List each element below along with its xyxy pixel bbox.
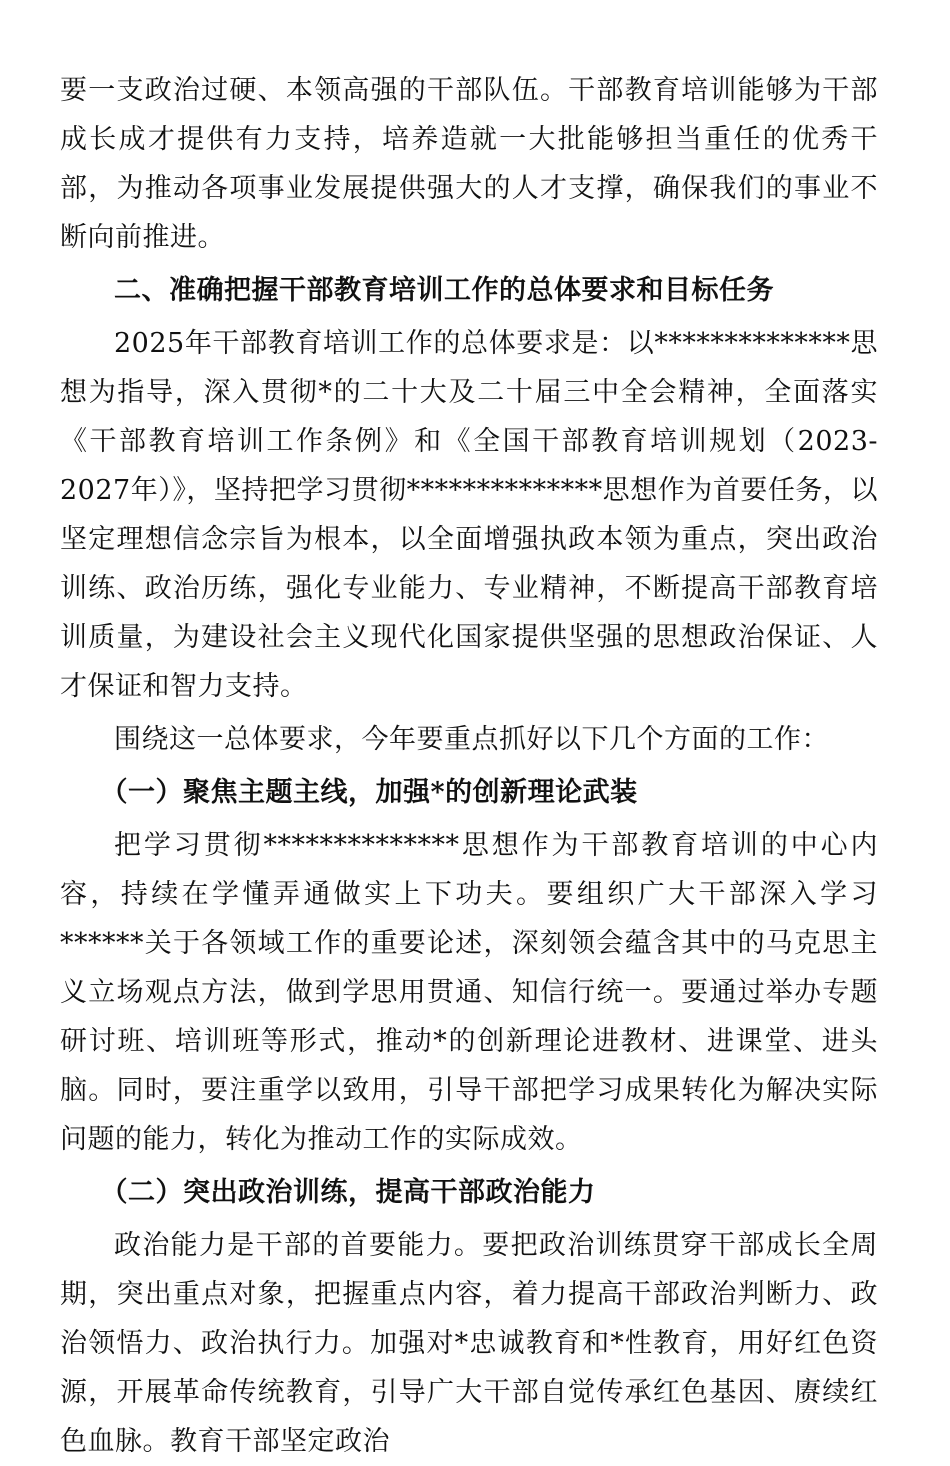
paragraph-focus-work: 围绕这一总体要求，今年要重点抓好以下几个方面的工作： (114, 724, 829, 755)
subheading-2: （二）突出政治训练，提高干部政治能力 (100, 1177, 596, 1208)
paragraph-political-training: 政治能力是干部的首要能力。要把政治训练贯穿干部成长全周期，突出重点对象，把握重点内容，着力提高干部政治判断力、政治领悟力、政治执行力。加强对*忠诚教育和*性教育，用好红色资源，开展革命传统教育，引导广大干部自觉传承红色基因、赓续红色血脉。教育干部坚定政治 (60, 1230, 878, 1457)
document-page (60, 66, 878, 1466)
subheading-1: （一）聚焦主题主线，加强*的创新理论武装 (100, 777, 638, 808)
paragraph-overall-requirements: 2025年干部教育培训工作的总体要求是：以**************思想为指导，深入贯彻*的二十大及二十届三中全会精神，全面落实《干部教育培训工作条例》和《全国干部教育培训规划（2023-2027年）》，坚持把学习贯彻**************思想作为首要任务，以坚定理想信念宗旨为根本，以全面增强执政本领为重点，突出政治训练、政治历练，强化专业能力、专业精神，不断提高干部教育培训质量，为建设社会主义现代化国家提供坚强的思想政治保证、人才保证和智力支持。 (60, 328, 878, 702)
section-heading-2: 二、准确把握干部教育培训工作的总体要求和目标任务 (114, 275, 774, 306)
paragraph-theory-study: 把学习贯彻**************思想作为干部教育培训的中心内容，持续在学懂弄通做实上下功夫。要组织广大干部深入学习******关于各领域工作的重要论述，深刻领会蕴含其中的马克思主义立场观点方法，做到学思用贯通、知信行统一。要通过举办专题研讨班、培训班等形式，推动*的创新理论进教材、进课堂、进头脑。同时，要注重学以致用，引导干部把学习成果转化为解决实际问题的能力，转化为推动工作的实际成效。 (60, 830, 878, 1155)
paragraph-intro-continued: 要一支政治过硬、本领高强的干部队伍。干部教育培训能够为干部成长成才提供有力支持，培养造就一大批能够担当重任的优秀干部，为推动各项事业发展提供强大的人才支撑，确保我们的事业不断向前推进。 (60, 75, 878, 253)
